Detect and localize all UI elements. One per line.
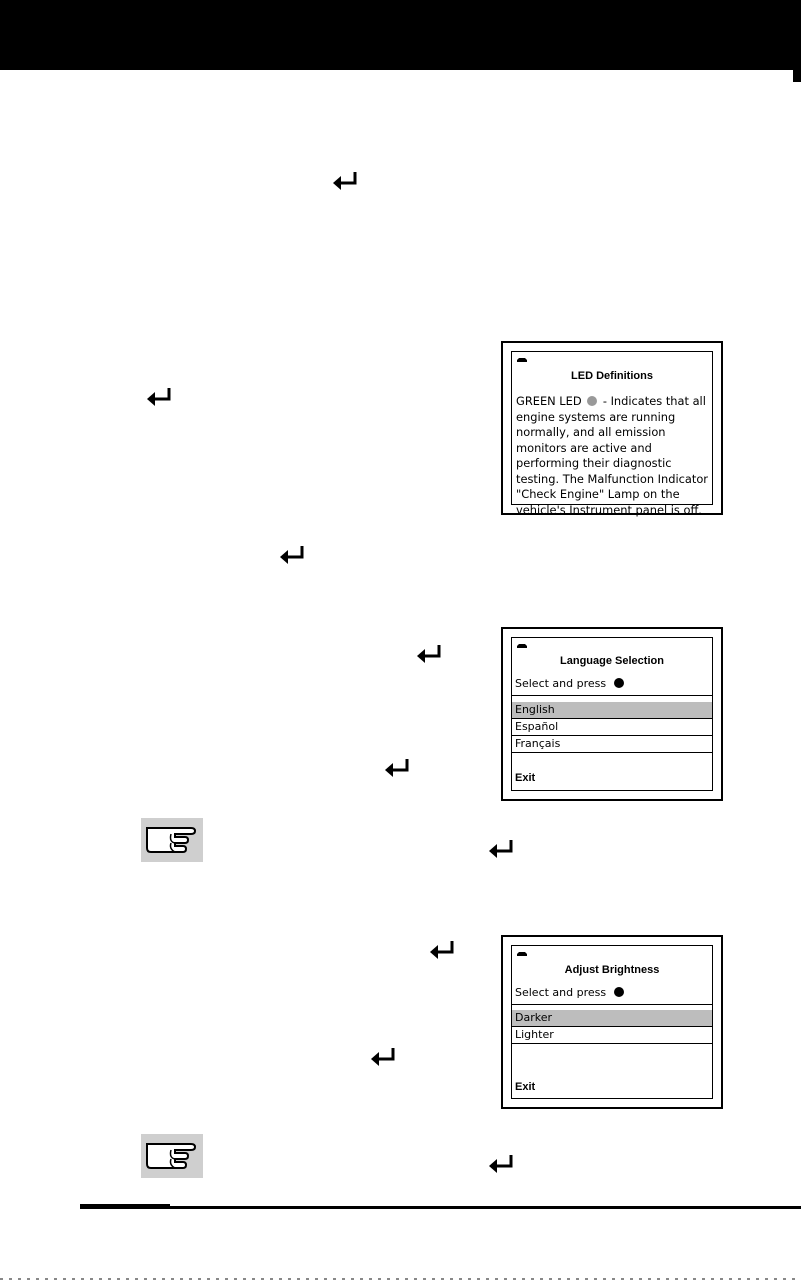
- enter-icon: [331, 171, 361, 193]
- pointing-hand-note-icon: [141, 1134, 203, 1178]
- enter-icon: [369, 1047, 399, 1069]
- led-label: GREEN LED: [516, 394, 582, 408]
- divider: [512, 1004, 712, 1005]
- car-icon: [516, 357, 528, 363]
- select-prompt: [515, 677, 624, 690]
- select-prompt: [515, 986, 624, 999]
- exit-option[interactable]: Exit: [515, 772, 536, 784]
- enter-icon: [487, 1154, 517, 1176]
- enter-icon: [383, 758, 413, 780]
- green-led-dot-icon: [587, 396, 597, 406]
- language-option-francais[interactable]: Français: [512, 736, 712, 753]
- exit-option[interactable]: Exit: [515, 1081, 536, 1093]
- pointing-hand-note-icon: [141, 818, 203, 862]
- brightness-option-lighter[interactable]: Lighter: [512, 1027, 712, 1044]
- prompt-text: Select and press: [515, 677, 607, 690]
- enter-icon: [145, 387, 175, 409]
- led-description: [516, 394, 710, 518]
- prompt-text: Select and press: [515, 986, 607, 999]
- led-text: - Indicates that all engine systems are running normally, and all emission monitors are active and performing their diagnostic testing. The Malfunction Indicator "Check Engine" Lamp on the vehicle's Instrument panel is off.: [516, 394, 708, 517]
- screen-title: Adjust Brightness: [564, 964, 660, 976]
- enter-icon: [428, 940, 458, 962]
- footer-rule: [80, 1206, 801, 1209]
- screen-title: Language Selection: [560, 655, 664, 667]
- enter-icon: [278, 545, 308, 567]
- screen-display: [511, 945, 713, 1099]
- bottom-dotted-edge: [0, 1276, 801, 1281]
- page-header-tab: [793, 70, 801, 82]
- screen-title: LED Definitions: [571, 370, 653, 382]
- enter-button-icon: [614, 678, 624, 688]
- car-icon: [516, 951, 528, 957]
- screen-display: [511, 637, 713, 791]
- brightness-option-darker[interactable]: Darker: [512, 1010, 712, 1027]
- adjust-brightness-screen: [501, 935, 723, 1109]
- enter-button-icon: [614, 987, 624, 997]
- page-header-bar: [0, 0, 801, 70]
- divider: [512, 695, 712, 696]
- enter-icon: [487, 839, 517, 861]
- enter-icon: [415, 644, 445, 666]
- language-selection-screen: [501, 627, 723, 801]
- language-option-espanol[interactable]: Español: [512, 719, 712, 736]
- car-icon: [516, 643, 528, 649]
- led-definitions-screen: [501, 341, 723, 515]
- screen-display: [511, 351, 713, 517]
- language-option-english[interactable]: English: [512, 702, 712, 719]
